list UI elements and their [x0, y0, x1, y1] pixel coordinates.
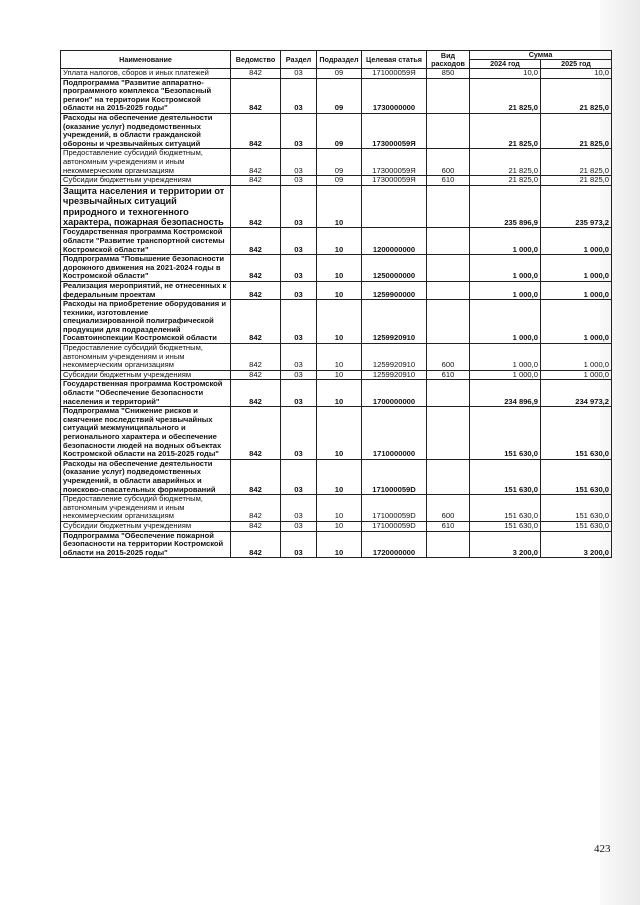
row-department: 842	[231, 370, 281, 380]
row-sum-2024: 235 896,9	[470, 185, 541, 228]
row-subsection: 10	[317, 344, 362, 371]
row-sum-2025: 151 630,0	[541, 521, 612, 531]
row-target: 171000059D	[362, 495, 427, 522]
row-name: Уплата налогов, сборов и иных платежей	[61, 69, 231, 79]
row-target: 173000059Я	[362, 113, 427, 148]
row-sum-2024: 1 000,0	[470, 300, 541, 344]
row-expense-type: 600	[427, 149, 470, 176]
row-name: Расходы на приобретение оборудования и техники, изготовление специализированной полиграфической продукции для подразделений Госавтоинспекции Костромской области	[61, 300, 231, 344]
row-sum-2024: 3 200,0	[470, 531, 541, 558]
row-sum-2025: 151 630,0	[541, 407, 612, 460]
row-section: 03	[281, 78, 317, 113]
row-department: 842	[231, 281, 281, 299]
row-target: 1710000000	[362, 407, 427, 460]
row-name: Расходы на обеспечение деятельности (оказание услуг) подведомственных учреждений, в области гражданской обороны и чрезвычайных ситуаций	[61, 113, 231, 148]
row-department: 842	[231, 228, 281, 255]
header-target: Целевая статья	[362, 51, 427, 69]
row-sum-2024: 1 000,0	[470, 370, 541, 380]
row-sum-2025: 21 825,0	[541, 113, 612, 148]
row-name: Подпрограмма "Снижение рисков и смягчение последствий чрезвычайных ситуаций межмуниципального и регионального характера и обеспечение безопасности людей на водных объектах Костромской области на 2015-2025 годы"	[61, 407, 231, 460]
row-sum-2024: 1 000,0	[470, 344, 541, 371]
row-expense-type	[427, 380, 470, 407]
row-section: 03	[281, 370, 317, 380]
header-year-2024: 2024 год	[470, 60, 541, 69]
row-expense-type	[427, 228, 470, 255]
row-target: 1200000000	[362, 228, 427, 255]
row-subsection: 10	[317, 281, 362, 299]
table-row	[61, 228, 612, 255]
row-subsection: 10	[317, 521, 362, 531]
row-subsection: 10	[317, 495, 362, 522]
row-sum-2024: 1 000,0	[470, 281, 541, 299]
row-subsection: 09	[317, 149, 362, 176]
row-sum-2025: 10,0	[541, 69, 612, 79]
row-name: Субсидии бюджетным учреждениям	[61, 370, 231, 380]
table-row	[61, 300, 612, 344]
row-target: 173000059Я	[362, 149, 427, 176]
row-expense-type	[427, 459, 470, 494]
row-subsection: 10	[317, 300, 362, 344]
row-subsection: 10	[317, 459, 362, 494]
budget-table	[60, 50, 612, 558]
row-target: 1730000000	[362, 78, 427, 113]
table-row	[61, 281, 612, 299]
row-sum-2025: 234 973,2	[541, 380, 612, 407]
header-sum: Сумма	[470, 51, 612, 60]
row-sum-2024: 234 896,9	[470, 380, 541, 407]
row-target: 1720000000	[362, 531, 427, 558]
table-row	[61, 176, 612, 186]
row-section: 03	[281, 185, 317, 228]
row-subsection: 10	[317, 185, 362, 228]
table-row	[61, 78, 612, 113]
row-department: 842	[231, 459, 281, 494]
row-sum-2024: 151 630,0	[470, 459, 541, 494]
table-row	[61, 495, 612, 522]
row-expense-type	[427, 281, 470, 299]
row-expense-type	[427, 78, 470, 113]
row-subsection: 10	[317, 228, 362, 255]
row-expense-type	[427, 407, 470, 460]
row-department: 842	[231, 521, 281, 531]
row-name: Субсидии бюджетным учреждениям	[61, 521, 231, 531]
row-expense-type: 600	[427, 495, 470, 522]
row-name: Государственная программа Костромской области "Обеспечение безопасности населения и территорий"	[61, 380, 231, 407]
row-expense-type	[427, 300, 470, 344]
row-name: Подпрограмма "Повышение безопасности дорожного движения на 2021-2024 годы в Костромской области"	[61, 255, 231, 282]
row-sum-2025: 1 000,0	[541, 370, 612, 380]
row-name: Подпрограмма "Обеспечение пожарной безопасности на территории Костромской области на 2015-2025 годы"	[61, 531, 231, 558]
row-section: 03	[281, 228, 317, 255]
table-row	[61, 185, 612, 228]
row-sum-2024: 151 630,0	[470, 495, 541, 522]
row-sum-2024: 21 825,0	[470, 176, 541, 186]
row-expense-type	[427, 255, 470, 282]
row-sum-2024: 21 825,0	[470, 149, 541, 176]
header-year-2025: 2025 год	[541, 60, 612, 69]
page-number: 423	[594, 843, 611, 855]
header-name: Наименование	[61, 51, 231, 69]
row-subsection: 10	[317, 380, 362, 407]
row-target: 171000059Я	[362, 69, 427, 79]
row-name: Предоставление субсидий бюджетным, автономным учреждениям и иным некоммерческим организациям	[61, 344, 231, 371]
row-name: Предоставление субсидий бюджетным, автономным учреждениям и иным некоммерческим организациям	[61, 495, 231, 522]
header-section: Раздел	[281, 51, 317, 69]
row-sum-2025: 1 000,0	[541, 344, 612, 371]
row-name: Подпрограмма "Развитие аппаратно-программного комплекса "Безопасный регион" на территории Костромской области на 2015-2025 годы"	[61, 78, 231, 113]
row-sum-2025: 1 000,0	[541, 281, 612, 299]
row-section: 03	[281, 149, 317, 176]
row-subsection: 10	[317, 370, 362, 380]
row-department: 842	[231, 255, 281, 282]
row-department: 842	[231, 78, 281, 113]
table-row	[61, 380, 612, 407]
row-section: 03	[281, 521, 317, 531]
row-expense-type: 610	[427, 521, 470, 531]
header-expense-type: Вид расходов	[427, 51, 470, 69]
row-subsection: 09	[317, 176, 362, 186]
table-row	[61, 113, 612, 148]
row-department: 842	[231, 113, 281, 148]
row-subsection: 10	[317, 531, 362, 558]
row-sum-2025: 21 825,0	[541, 176, 612, 186]
row-expense-type: 610	[427, 176, 470, 186]
row-section: 03	[281, 380, 317, 407]
table-row	[61, 459, 612, 494]
row-name: Государственная программа Костромской области "Развитие транспортной системы Костромской области"	[61, 228, 231, 255]
row-sum-2025: 3 200,0	[541, 531, 612, 558]
table-row	[61, 521, 612, 531]
row-sum-2025: 1 000,0	[541, 255, 612, 282]
table-row	[61, 407, 612, 460]
row-department: 842	[231, 495, 281, 522]
table-row	[61, 255, 612, 282]
row-department: 842	[231, 344, 281, 371]
row-section: 03	[281, 495, 317, 522]
row-name: Защита населения и территории от чрезвычайных ситуаций природного и техногенного характера, пожарная безопасность	[61, 185, 231, 228]
table-row	[61, 149, 612, 176]
table-row	[61, 344, 612, 371]
row-department: 842	[231, 149, 281, 176]
row-subsection: 09	[317, 78, 362, 113]
row-department: 842	[231, 380, 281, 407]
row-subsection: 09	[317, 69, 362, 79]
row-section: 03	[281, 255, 317, 282]
row-subsection: 10	[317, 407, 362, 460]
row-name: Реализация мероприятий, не отнесенных к федеральным проектам	[61, 281, 231, 299]
row-sum-2024: 1 000,0	[470, 228, 541, 255]
row-target: 1259920910	[362, 344, 427, 371]
table-row	[61, 69, 612, 79]
row-target: 171000059D	[362, 459, 427, 494]
row-expense-type	[427, 185, 470, 228]
row-sum-2024: 151 630,0	[470, 521, 541, 531]
row-target: 1700000000	[362, 380, 427, 407]
table-row	[61, 531, 612, 558]
row-target: 1250000000	[362, 255, 427, 282]
row-department: 842	[231, 69, 281, 79]
row-target: 171000059D	[362, 521, 427, 531]
row-name: Расходы на обеспечение деятельности (оказание услуг) подведомственных учреждений, в области аварийных и поисково-спасательных формирований	[61, 459, 231, 494]
row-name: Субсидии бюджетным учреждениям	[61, 176, 231, 186]
row-section: 03	[281, 459, 317, 494]
row-expense-type	[427, 531, 470, 558]
row-section: 03	[281, 69, 317, 79]
row-expense-type: 600	[427, 344, 470, 371]
row-target	[362, 185, 427, 228]
row-section: 03	[281, 113, 317, 148]
row-target: 1259920910	[362, 370, 427, 380]
row-sum-2025: 1 000,0	[541, 300, 612, 344]
row-section: 03	[281, 344, 317, 371]
row-target: 1259920910	[362, 300, 427, 344]
row-sum-2024: 21 825,0	[470, 113, 541, 148]
row-department: 842	[231, 531, 281, 558]
row-section: 03	[281, 176, 317, 186]
row-subsection: 10	[317, 255, 362, 282]
row-expense-type: 610	[427, 370, 470, 380]
row-name: Предоставление субсидий бюджетным, автономным учреждениям и иным некоммерческим организациям	[61, 149, 231, 176]
row-sum-2024: 151 630,0	[470, 407, 541, 460]
row-sum-2024: 21 825,0	[470, 78, 541, 113]
row-target: 173000059Я	[362, 176, 427, 186]
header-subsection: Подраздел	[317, 51, 362, 69]
row-department: 842	[231, 407, 281, 460]
row-department: 842	[231, 300, 281, 344]
table-body	[61, 69, 612, 558]
row-sum-2025: 235 973,2	[541, 185, 612, 228]
row-subsection: 09	[317, 113, 362, 148]
row-sum-2025: 21 825,0	[541, 78, 612, 113]
row-sum-2025: 1 000,0	[541, 228, 612, 255]
row-target: 1259900000	[362, 281, 427, 299]
row-section: 03	[281, 407, 317, 460]
row-section: 03	[281, 300, 317, 344]
row-sum-2025: 21 825,0	[541, 149, 612, 176]
row-section: 03	[281, 281, 317, 299]
row-expense-type	[427, 113, 470, 148]
header-department: Ведомство	[231, 51, 281, 69]
row-section: 03	[281, 531, 317, 558]
row-sum-2024: 1 000,0	[470, 255, 541, 282]
row-department: 842	[231, 176, 281, 186]
row-expense-type: 850	[427, 69, 470, 79]
row-sum-2025: 151 630,0	[541, 459, 612, 494]
row-sum-2024: 10,0	[470, 69, 541, 79]
row-department: 842	[231, 185, 281, 228]
row-sum-2025: 151 630,0	[541, 495, 612, 522]
